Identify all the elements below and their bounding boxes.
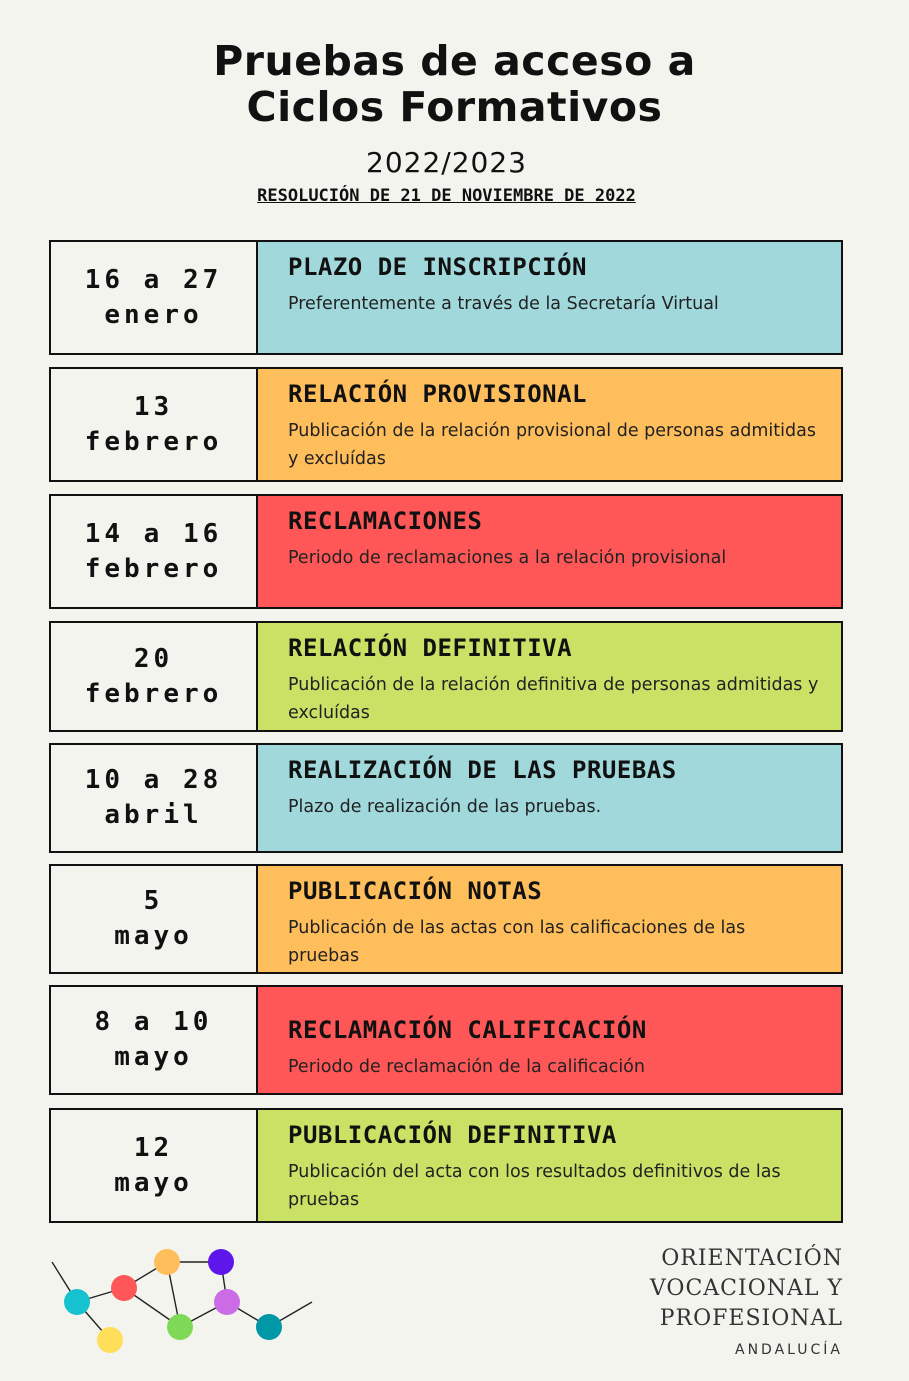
date-month: febrero bbox=[84, 678, 223, 709]
row-info bbox=[258, 1110, 841, 1221]
logo-node bbox=[154, 1249, 180, 1275]
logo-node bbox=[214, 1289, 240, 1315]
date-days: 20 bbox=[133, 643, 174, 674]
date-month: febrero bbox=[84, 553, 223, 584]
logo-node bbox=[167, 1314, 193, 1340]
row-date bbox=[51, 1110, 258, 1221]
row-title: PUBLICACIÓN DEFINITIVA bbox=[288, 1121, 617, 1149]
title-line-2: Ciclos Formativos bbox=[246, 83, 663, 131]
row-title: PLAZO DE INSCRIPCIÓN bbox=[288, 253, 587, 281]
school-year: 2022/2023 bbox=[366, 146, 527, 179]
brand-line: PROFESIONAL bbox=[659, 1306, 843, 1331]
timeline-row bbox=[49, 743, 843, 853]
logo-node bbox=[208, 1249, 234, 1275]
timeline-row bbox=[49, 367, 843, 482]
row-date bbox=[51, 496, 258, 607]
row-description: Publicación de las actas con las calificaciones de las pruebas bbox=[288, 918, 746, 966]
date-month: abril bbox=[104, 800, 203, 830]
logo-node bbox=[256, 1314, 282, 1340]
row-title: RELACIÓN DEFINITIVA bbox=[288, 634, 573, 662]
row-description: Plazo de realización de las pruebas. bbox=[288, 797, 602, 817]
date-month: mayo bbox=[114, 1042, 193, 1072]
timeline-row bbox=[49, 240, 843, 355]
row-description: Publicación del acta con los resultados definitivos de las pruebas bbox=[288, 1162, 781, 1210]
row-info bbox=[258, 623, 841, 730]
row-description: Publicación de la relación provisional de personas admitidas y excluídas bbox=[288, 421, 816, 469]
row-date bbox=[51, 623, 258, 730]
row-title: PUBLICACIÓN NOTAS bbox=[288, 877, 543, 905]
row-title: RECLAMACIONES bbox=[288, 507, 483, 535]
row-title: REALIZACIÓN DE LAS PRUEBAS bbox=[288, 756, 677, 784]
date-days: 12 bbox=[133, 1132, 174, 1163]
timeline-row bbox=[49, 985, 843, 1095]
date-days: 14 a 16 bbox=[84, 518, 223, 549]
brand-line: ORIENTACIÓN bbox=[661, 1246, 843, 1271]
row-description: Publicación de la relación definitiva de personas admitidas y excluídas bbox=[288, 675, 819, 723]
row-date bbox=[51, 745, 258, 851]
row-date bbox=[51, 987, 258, 1093]
date-days: 16 a 27 bbox=[84, 264, 223, 295]
timeline-row bbox=[49, 1108, 843, 1223]
brand-line: VOCACIONAL Y bbox=[649, 1276, 843, 1301]
row-description: Periodo de reclamación de la calificación bbox=[288, 1057, 645, 1077]
row-date bbox=[51, 866, 258, 972]
brand-region: ANDALUCÍA bbox=[735, 1342, 843, 1358]
page-title bbox=[0, 38, 909, 130]
row-info bbox=[258, 866, 841, 972]
logo-node bbox=[64, 1289, 90, 1315]
row-info bbox=[258, 496, 841, 607]
date-month: enero bbox=[104, 299, 203, 330]
network-logo bbox=[40, 1240, 330, 1370]
logo-node bbox=[111, 1275, 137, 1301]
row-info bbox=[258, 242, 841, 353]
date-month: mayo bbox=[114, 1167, 193, 1198]
row-info bbox=[258, 369, 841, 480]
timeline-row bbox=[49, 621, 843, 732]
row-description: Periodo de reclamaciones a la relación provisional bbox=[288, 548, 727, 568]
row-date bbox=[51, 369, 258, 480]
row-info bbox=[258, 745, 841, 851]
timeline-row bbox=[49, 864, 843, 974]
date-days: 13 bbox=[133, 391, 174, 422]
resolution-reference: RESOLUCIÓN DE 21 DE NOVIEMBRE DE 2022 bbox=[257, 186, 636, 206]
row-title: RECLAMACIÓN CALIFICACIÓN bbox=[288, 1016, 647, 1044]
timeline-row bbox=[49, 494, 843, 609]
row-description: Preferentemente a través de la Secretaría Virtual bbox=[288, 294, 719, 314]
row-date bbox=[51, 242, 258, 353]
date-month: febrero bbox=[84, 426, 223, 457]
date-days: 8 a 10 bbox=[94, 1007, 213, 1037]
brand-block bbox=[650, 1244, 843, 1360]
date-days: 10 a 28 bbox=[84, 765, 223, 795]
logo-node bbox=[97, 1327, 123, 1353]
row-title: RELACIÓN PROVISIONAL bbox=[288, 380, 587, 408]
date-days: 5 bbox=[143, 886, 164, 916]
row-info bbox=[258, 987, 841, 1093]
date-month: mayo bbox=[114, 921, 193, 951]
title-line-1: Pruebas de acceso a bbox=[213, 37, 696, 85]
